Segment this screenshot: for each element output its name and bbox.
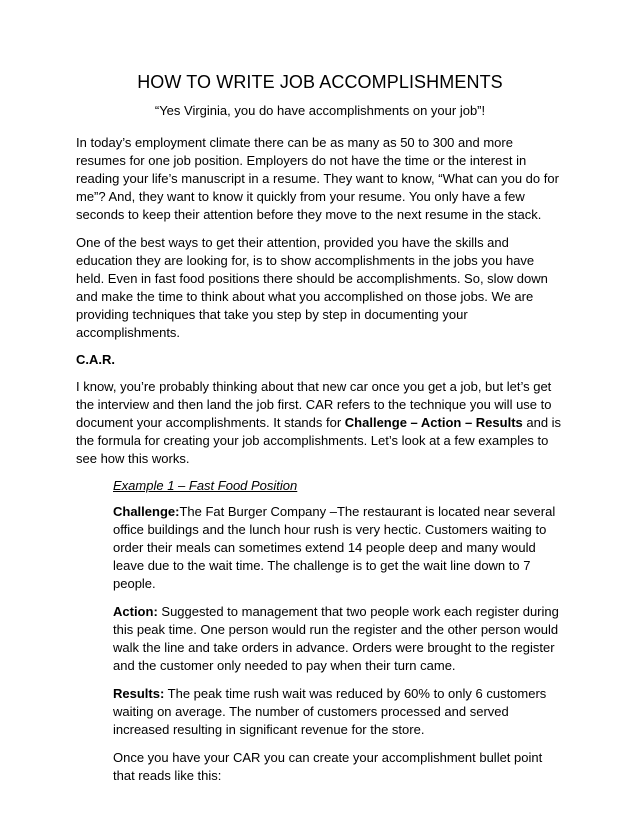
page-title: HOW TO WRITE JOB ACCOMPLISHMENTS <box>137 72 503 92</box>
challenge-text: The Fat Burger Company –The restaurant is located near several office buildings and the lunch hour rush is very hectic. Customers waiting to order their meals can sometimes extend 14 people deep and many would leave due to the wait time. The challenge is to get the wait line down to 7 people. <box>113 504 556 591</box>
car-paragraph <box>76 378 564 468</box>
results-text: The peak time rush wait was reduced by 60% to only 6 customers waiting on average. The number of customers processed and served increased resulting in significant revenue for the store. <box>113 686 547 737</box>
challenge-label: Challenge: <box>113 504 180 519</box>
car-paragraph-start: I know, you’re probably thinking about that new car once you get a job, but let’s get the interview and then land the job first. CAR refers to the technique you will use to document your accomplishments. It stands for <box>76 379 552 430</box>
car-paragraph-end: and is the formula for creating your job accomplishments. Let’s look at a few examples to see how this works. <box>76 415 562 466</box>
action-text: Suggested to management that two people work each register during this peak time. One person would run the register and the other person would walk the line and take orders in advance. Orders were brought to the register and the customer only needed to pay when their turn came. <box>113 604 559 673</box>
example-title: Example 1 – Fast Food Position <box>113 478 298 493</box>
results-paragraph <box>113 685 564 739</box>
results-label: Results: <box>113 686 165 701</box>
challenge-paragraph <box>113 503 564 593</box>
page-subtitle: “Yes Virginia, you do have accomplishments on your job”! <box>154 103 486 118</box>
action-paragraph <box>113 603 564 675</box>
attention-paragraph: One of the best ways to get their attention, provided you have the skills and education they are looking for, is to show accomplishments in the jobs you have held. Even in fast food positions there should be accomplishments. So, slow down and make the time to think about what you accomplished on those jobs. We are providing techniques that take you step by step in documenting your accomplishments. <box>76 235 548 340</box>
closing-paragraph: Once you have your CAR you can create your accomplishment bullet point that reads like this: <box>113 750 543 783</box>
car-formula: Challenge – Action – Results <box>344 415 523 430</box>
car-heading: C.A.R. <box>76 352 115 367</box>
action-label: Action: <box>113 604 158 619</box>
intro-paragraph: In today’s employment climate there can be as many as 50 to 300 and more resumes for one job position. Employers do not have the time or the interest in reading your life’s manuscript in a resume. They want to know, “What can you do for me”? And, they want to know it quickly from your resume. You only have a few seconds to keep their attention before they move to the next resume in the stack. <box>76 135 559 222</box>
